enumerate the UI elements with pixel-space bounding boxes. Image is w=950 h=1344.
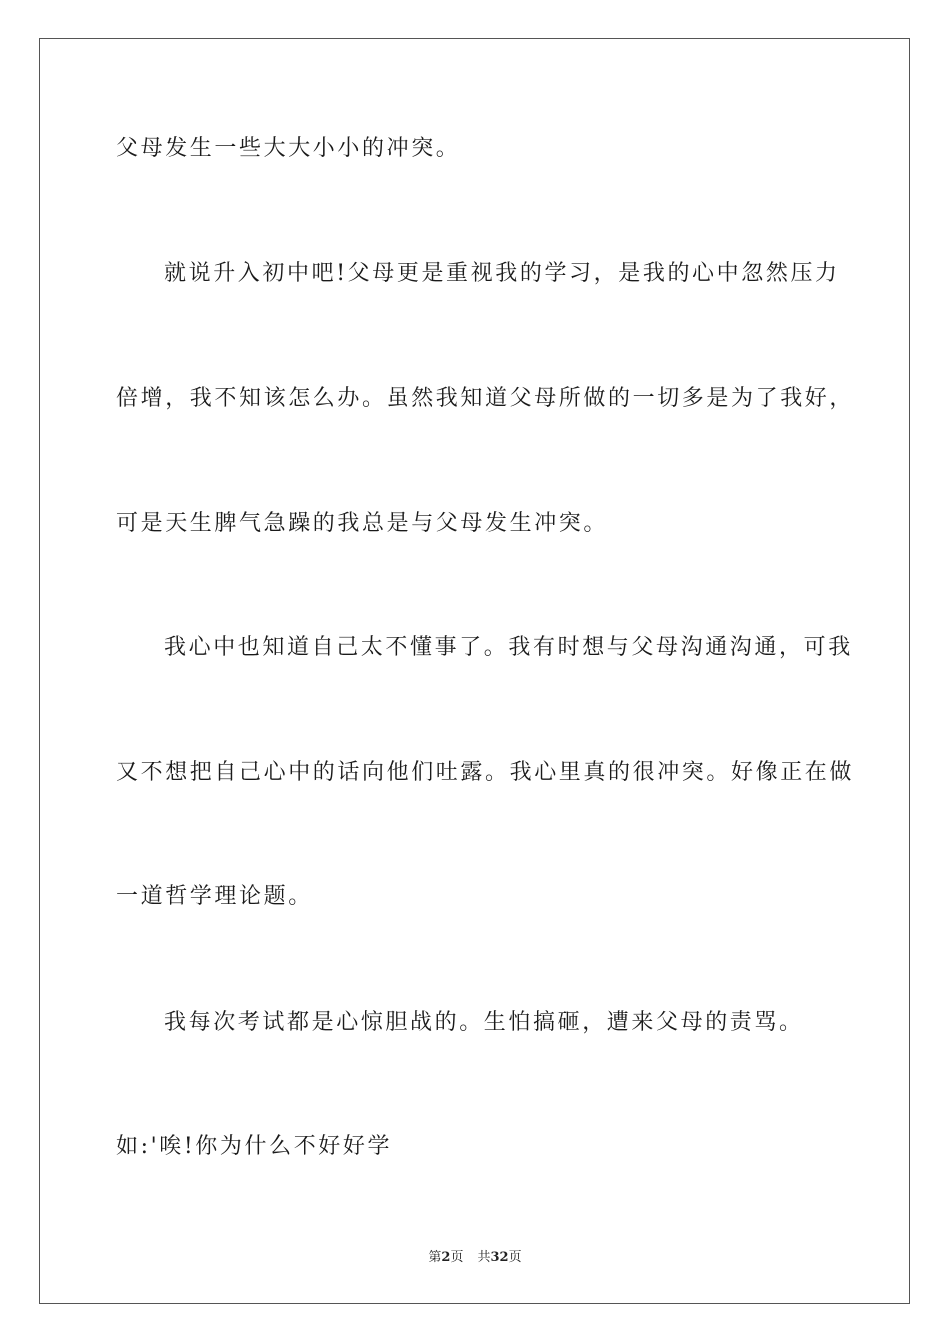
paragraph-line: 一道哲学理论题。 [116,884,313,909]
total-suffix: 页 [508,1250,522,1265]
page-footer [0,1246,950,1265]
paragraph-line: 又不想把自己心中的话向他们吐露。我心里真的很冲突。好像正在做 [116,760,855,785]
total-pages: 32 [490,1250,509,1265]
paragraph-line: 我心中也知道自己太不懂事了。我有时想与父母沟通沟通，可我 [164,635,853,660]
paragraph-line: 父母发生一些大大小小的冲突。 [116,136,461,161]
page-prefix: 第 [428,1250,442,1265]
paragraph-line: 倍增，我不知该怎么办。虽然我知道父母所做的一切多是为了我好， [116,386,855,411]
paragraph-line: 可是天生脾气急躁的我总是与父母发生冲突。 [116,511,609,536]
page-suffix: 页 [450,1250,464,1265]
paragraph-line: 我每次考试都是心惊胆战的。生怕搞砸，遭来父母的责骂。 [164,1010,804,1035]
total-prefix: 共 [477,1250,491,1265]
paragraph-line: 就说升入初中吧!父母更是重视我的学习，是我的心中忽然压力 [164,261,840,286]
page-number: 2 [441,1250,451,1265]
page-border [39,38,910,1304]
paragraph-line: 如:'唉!你为什么不好好学 [116,1134,393,1159]
